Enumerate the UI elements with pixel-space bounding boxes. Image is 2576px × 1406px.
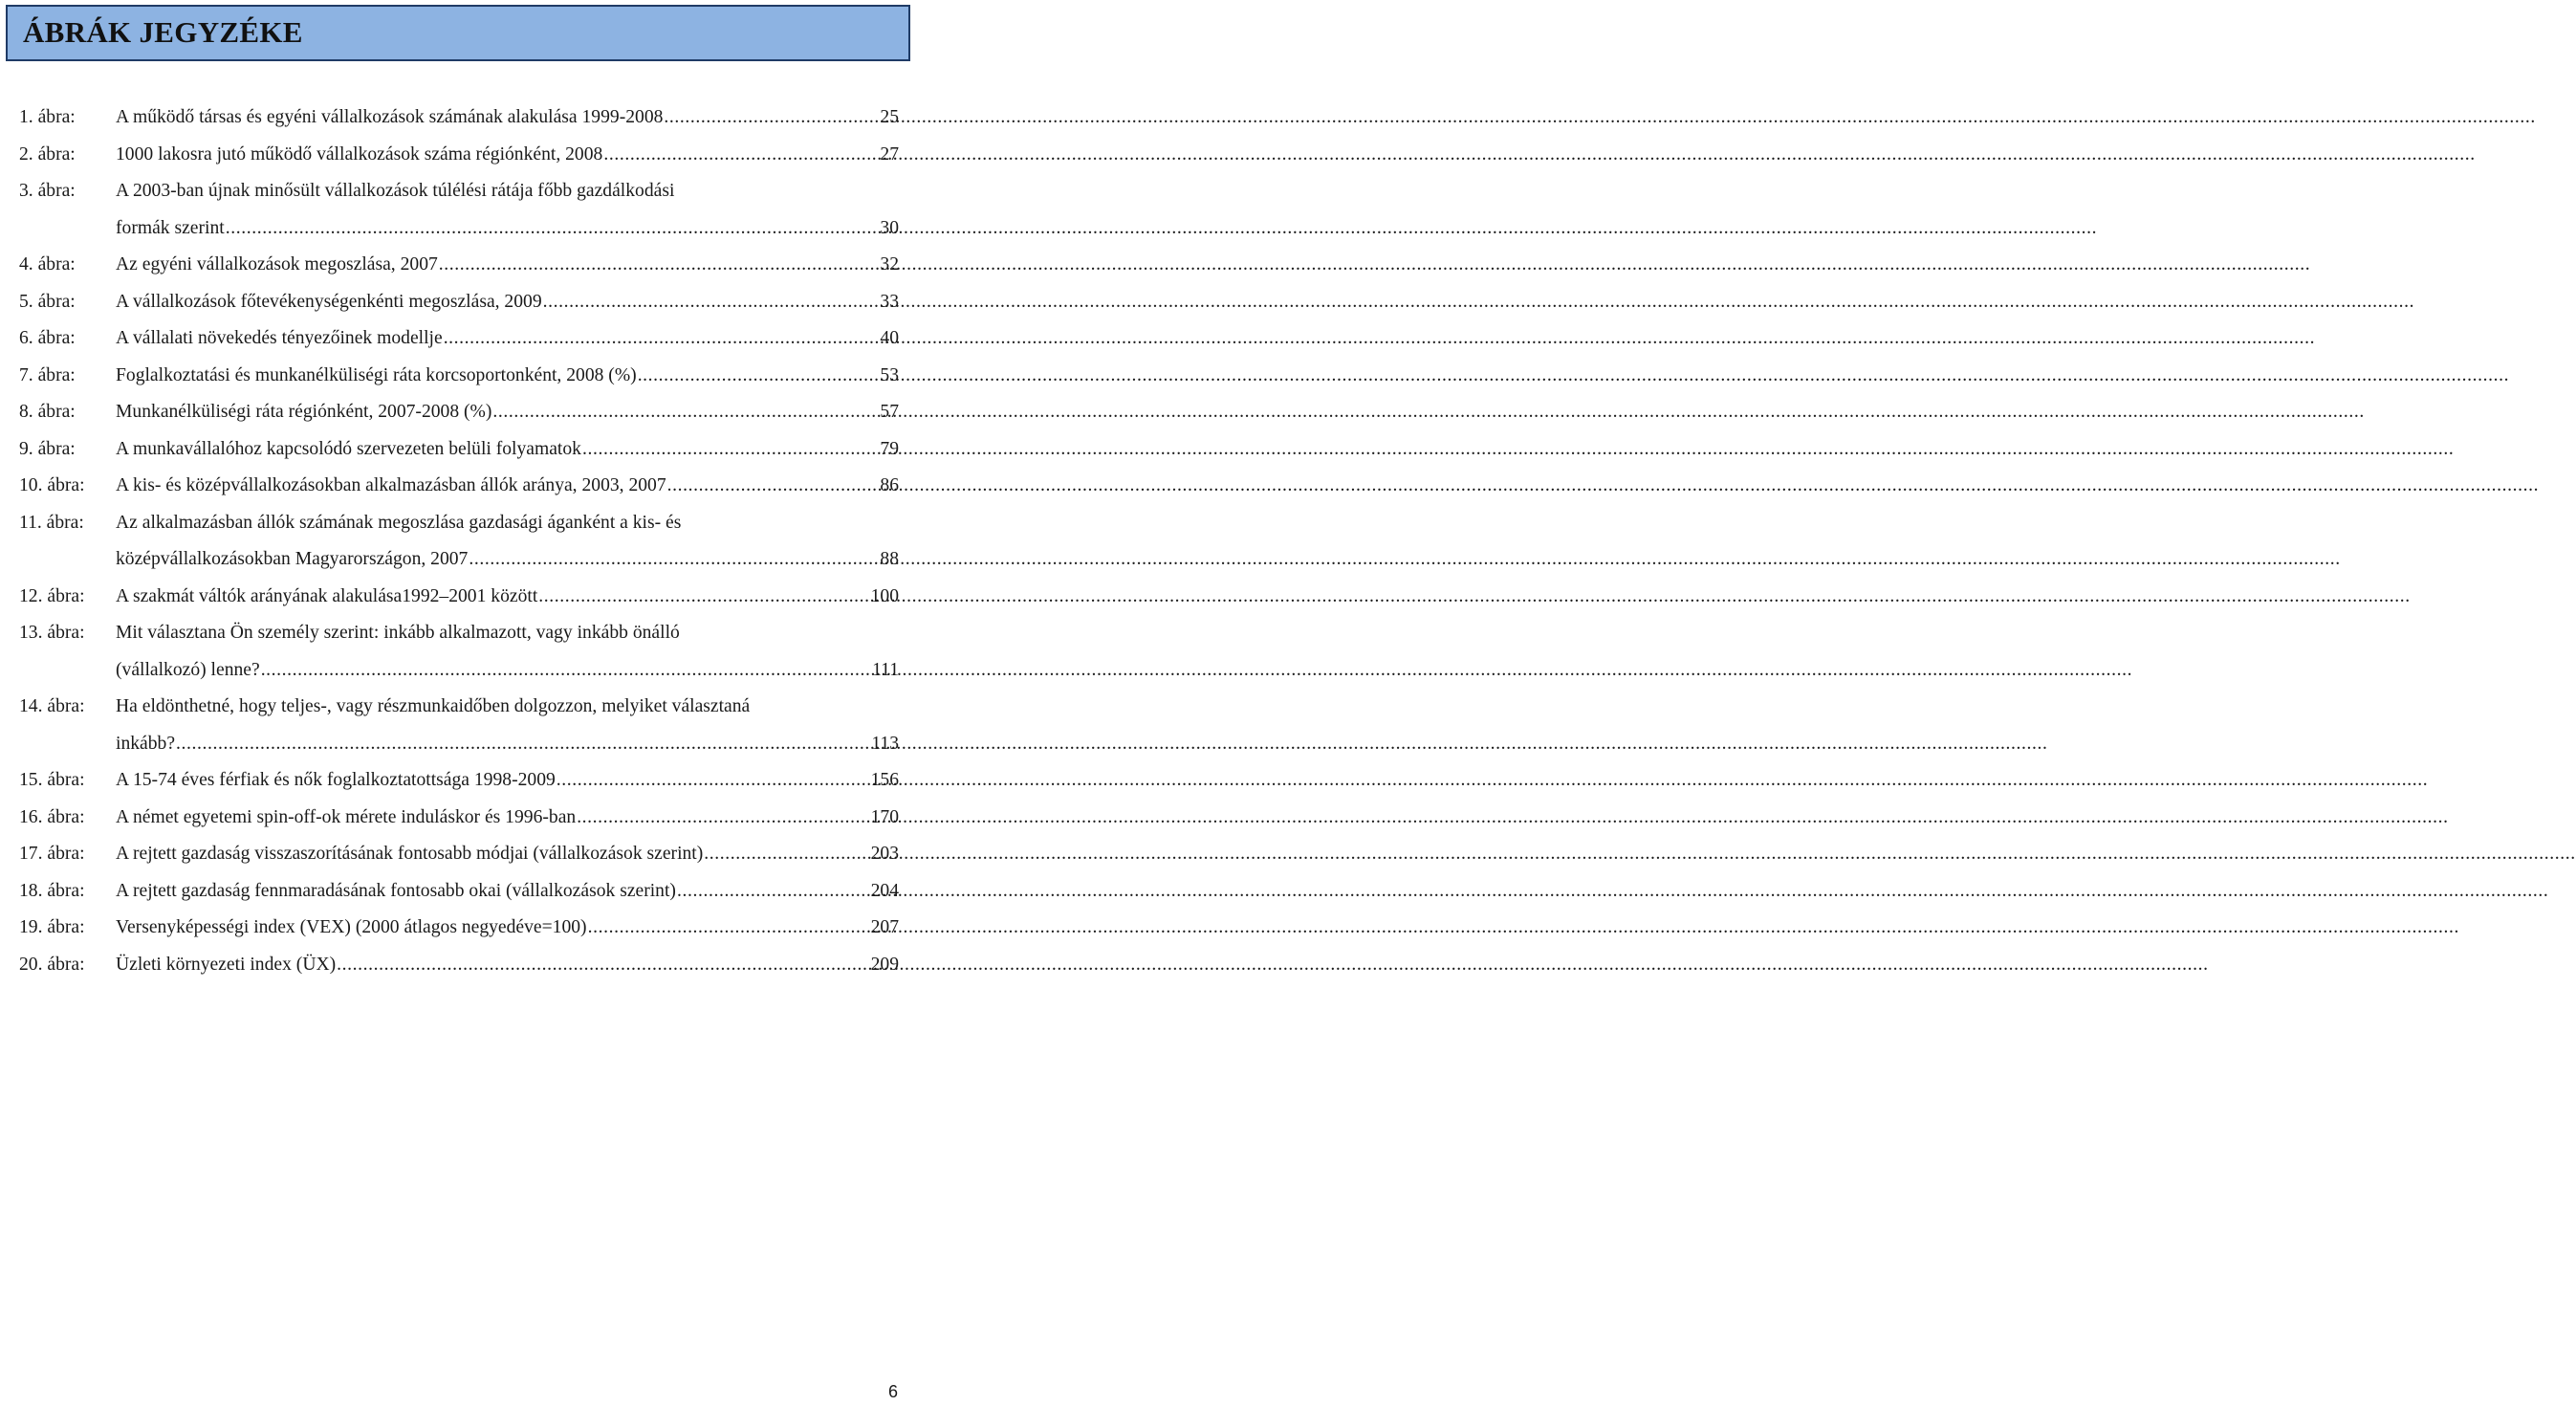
figure-caption-text: Versenyképességi index (VEX) (2000 átlagos negyedéve=100) [116,917,587,937]
figure-entry[interactable] [19,137,899,174]
figure-label: 11. ábra: [19,512,84,533]
figure-caption-line [116,210,899,248]
figure-label: 16. ábra: [19,806,85,827]
figure-label: 5. ábra: [19,291,76,312]
figure-caption-line [116,468,899,505]
figure-page-number[interactable]: 86 [880,475,899,495]
dot-leader [444,320,879,358]
figure-caption-text: A rejtett gazdaság fennmaradásának fontosabb okai (vállalkozások szerint) [116,880,676,901]
figure-caption [116,836,899,873]
figure-label: 2. ábra: [19,143,76,165]
figure-page-number[interactable]: 156 [870,770,899,790]
figure-entry[interactable] [19,947,899,984]
figure-label: 13. ábra: [19,623,85,643]
figure-caption-text: A munkavállalóhoz kapcsolódó szervezeten belüli folyamatok [116,438,581,459]
figure-caption-text: Üzleti környezeti index (ÜX) [116,954,337,975]
figure-label: 4. ábra: [19,254,76,275]
figure-entry[interactable] [19,468,899,505]
figure-caption-text: A kis- és középvállalkozásokban alkalmazásban állók aránya, 2003, 2007 [116,475,666,495]
figure-label: 1. ábra: [19,107,76,127]
figure-caption [116,910,899,947]
heading-box [6,5,910,61]
figure-caption-line: Ha eldönthetné, hogy teljes-, vagy részmunkaidőben dolgozzon, melyiket választaná [116,696,751,716]
dot-leader [261,652,870,690]
figure-entry[interactable] [19,505,899,579]
figure-caption-text: Foglalkoztatási és munkanélküliségi ráta korcsoportonként, 2008 (%) [116,364,637,385]
figure-caption-line [116,247,899,284]
figure-caption-line [116,947,899,984]
figure-label: 14. ábra: [19,696,85,716]
figure-caption [116,947,899,984]
figure-entry[interactable] [19,800,899,837]
figure-caption-text: A vállalati növekedés tényezőinek modellje [116,328,443,348]
figure-list [19,99,899,983]
figure-caption [116,99,899,137]
figure-page-number[interactable]: 40 [880,328,899,348]
figure-caption [116,431,899,469]
figure-entry[interactable] [19,579,899,616]
figure-caption-text: A rejtett gazdaság visszaszorításának fontosabb módjai (vállalkozások szerint) [116,844,704,864]
figure-caption [116,358,899,395]
figure-entry[interactable] [19,358,899,395]
page-number: 6 [887,1382,898,1401]
figure-entry[interactable] [19,431,899,469]
figure-caption-text: középvállalkozásokban Magyarországon, 2007 [116,549,469,569]
figure-caption-line [116,431,899,469]
figure-caption-text: A működő társas és egyéni vállalkozások számának alakulása 1999-2008 [116,107,664,127]
figure-caption-line [116,652,899,690]
figure-caption-text: Az egyéni vállalkozások megoszlása, 2007 [116,254,438,275]
figure-page-number[interactable]: 27 [880,143,899,165]
figure-caption [116,579,899,616]
figure-caption-line [116,910,899,947]
figure-entry[interactable] [19,99,899,137]
figure-page-number[interactable]: 203 [870,844,899,864]
figure-page-number[interactable]: 57 [880,402,899,422]
figure-label: 15. ábra: [19,770,85,790]
figure-caption [116,247,899,284]
figure-page-number[interactable]: 88 [880,549,899,569]
dot-leader [492,394,878,431]
dot-leader [538,579,868,616]
dot-leader [469,541,878,579]
figure-page-number[interactable]: 33 [880,291,899,312]
figure-caption-text: A német egyetemi spin-off-ok mérete induláskor és 1996-ban [116,806,577,827]
figure-caption-text: inkább? [116,733,176,754]
figure-caption [116,689,899,762]
figure-page-number[interactable]: 204 [870,880,899,901]
figure-caption-text: formák szerint [116,217,225,238]
dot-leader [638,358,879,395]
figure-caption-line: A 2003-ban újnak minősült vállalkozások túlélési rátája főbb gazdálkodási [116,181,675,201]
figure-page-number[interactable]: 113 [871,733,899,754]
figure-label: 7. ábra: [19,364,76,385]
figure-caption [116,137,899,174]
figure-caption [116,800,899,837]
figure-caption-line [116,358,899,395]
figure-label: 6. ábra: [19,328,76,348]
figure-label: 18. ábra: [19,880,85,901]
figure-caption-line: Mit választana Ön személy szerint: inkább alkalmazott, vagy inkább önálló [116,623,680,643]
figure-label: 19. ábra: [19,917,85,937]
figure-caption-line [116,284,899,321]
figure-caption-line [116,394,899,431]
figure-entry[interactable] [19,394,899,431]
figure-label: 9. ábra: [19,438,76,459]
dot-leader [557,762,869,800]
figure-page-number[interactable]: 30 [880,217,899,238]
figure-page-number[interactable]: 79 [880,438,899,459]
figure-caption-line [116,137,899,174]
figure-entry[interactable] [19,320,899,358]
figure-caption [116,505,899,579]
figure-entry[interactable] [19,689,899,762]
dot-leader [176,726,869,763]
figure-label: 20. ábra: [19,954,85,975]
figure-page-number[interactable]: 100 [870,585,899,606]
figure-caption-text: A vállalkozások főtevékenységenkénti megoszlása, 2009 [116,291,542,312]
figure-label: 12. ábra: [19,585,85,606]
figure-caption-line [116,836,899,873]
figure-caption-line [116,800,899,837]
figure-caption-line [116,726,899,763]
figure-caption-line [116,99,899,137]
figure-label: 3. ábra: [19,181,76,201]
figure-page-number[interactable]: 111 [872,659,899,680]
dot-leader [439,247,879,284]
figure-caption-text: Munkanélküliségi ráta régiónként, 2007-2008 (%) [116,402,492,422]
dot-leader [603,137,878,174]
figure-entry[interactable] [19,173,899,247]
figure-caption-text: 1000 lakosra jutó működő vállalkozások száma régiónként, 2008 [116,143,603,165]
dot-leader [577,800,868,837]
dot-leader [667,468,879,505]
dot-leader [582,431,878,469]
figure-caption-line [116,579,899,616]
dot-leader [543,284,879,321]
figure-caption-line [116,541,899,579]
figure-caption [116,394,899,431]
dot-leader [226,210,879,248]
dot-leader [704,836,868,873]
figure-entry[interactable] [19,247,899,284]
figure-label: 8. ábra: [19,402,76,422]
figure-caption [116,284,899,321]
figure-caption [116,468,899,505]
figure-caption [116,615,899,689]
figure-caption-line [116,762,899,800]
figure-label: 17. ábra: [19,844,85,864]
figure-page-number[interactable]: 170 [870,806,899,827]
figure-caption-text: A szakmát váltók arányának alakulása1992–2001 között [116,585,538,606]
figure-entry[interactable] [19,836,899,873]
figure-entry[interactable] [19,284,899,321]
dot-leader [337,947,868,984]
figure-page-number[interactable]: 207 [870,917,899,937]
figure-caption-line [116,320,899,358]
figure-label: 10. ábra: [19,475,85,495]
figure-caption [116,320,899,358]
figure-caption-text: (vállalkozó) lenne? [116,659,260,680]
figure-entry[interactable] [19,615,899,689]
dot-leader [588,910,869,947]
figure-caption-line: Az alkalmazásban állók számának megoszlása gazdasági áganként a kis- és [116,512,682,533]
figure-caption-line [116,873,899,911]
page-title: ÁBRÁK JEGYZÉKE [23,15,303,49]
figure-entry[interactable] [19,910,899,947]
figure-entry[interactable] [19,873,899,911]
figure-page-number[interactable]: 25 [880,107,899,127]
figure-caption [116,873,899,911]
dot-leader [664,99,878,137]
dot-leader [677,873,869,911]
figure-entry[interactable] [19,762,899,800]
figure-page-number[interactable]: 53 [880,364,899,385]
figure-caption [116,762,899,800]
figure-caption-text: A 15-74 éves férfiak és nők foglalkoztatottsága 1998-2009 [116,770,556,790]
figure-page-number[interactable]: 209 [870,954,899,975]
figure-caption [116,173,899,247]
figure-page-number[interactable]: 32 [880,254,899,275]
